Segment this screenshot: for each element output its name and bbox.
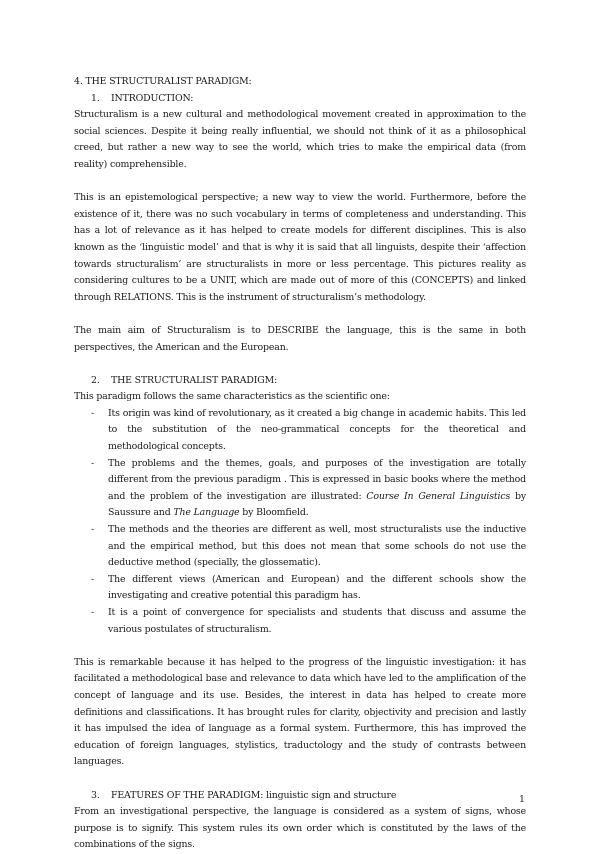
paradigm-lead: This paradigm follows the same characteristics as the scientific one: xyxy=(74,391,390,403)
book-title: Course In General Linguistics xyxy=(366,490,511,502)
paradigm-conclusion: This is remarkable because it has helped to the progress of the linguistic investigation: it has facilitated a methodological base and relevance to data which have led to the amplification of the concept of language and its use. Besides, the interest in data has helped to create more definitions and classifications. It has brought rules for clarity, objectivity and precision and lastly it has impulsed the idea of language as a formal system. Furthermore, this has improved the education of foreign languages, stylistics, traductology and the study of contrasts between languages. xyxy=(74,656,526,768)
intro-paragraph-1: Structuralism is a new cultural and methodological movement created in approximation to the social sciences. Despite it being really influential, we should not think of it as a philosophical creed, but rather a new way to see the world, which tries to make the empirical data (from reality) comprehensible. xyxy=(74,109,526,170)
spacer xyxy=(74,771,526,788)
bullet-text: The problems and the themes, goals, and purposes of the investigation are totally different from the previous paradigm . This is expressed in basic books where the method and the problem of the investigation are illustrated: xyxy=(108,457,526,502)
features-number: 3. xyxy=(91,789,100,801)
features-paragraph-1: From an investigational perspective, the language is considered as a system of signs, whose purpose is to signify. This system rules its own order which is constituted by the laws of the combinations of the signs. xyxy=(74,806,526,851)
list-item: - Its origin was kind of revolutionary, as it created a big change in academic habits. This led to the substitution of the neo-grammatical concepts for the theoretical and methodological concepts. xyxy=(74,406,526,456)
characteristics-list xyxy=(74,406,526,638)
section-heading: 4. THE STRUCTURALIST PARADIGM: xyxy=(74,76,252,87)
features-title: FEATURES OF THE PARADIGM: linguistic sign and structure xyxy=(111,789,397,801)
features-heading xyxy=(74,788,526,805)
paradigm-heading xyxy=(74,373,526,390)
page-content xyxy=(74,74,526,854)
spacer xyxy=(74,174,526,191)
list-item: - The different views (American and European) and the different schools show the investigating and creative potential this paradigm has. xyxy=(74,572,526,605)
paradigm-number: 2. xyxy=(91,374,100,386)
intro-paragraph-3: The main aim of Structuralism is to DESCRIBE the language, this is the same in both perspectives, the American and the European. xyxy=(74,324,526,353)
intro-paragraph-2: This is an epistemological perspective; a new way to view the world. Furthermore, before the existence of it, there was no such vocabulary in terms of completeness and understanding. This has a lot of relevance as it has helped to create models for different disciplines. This is also known as the ‘linguistic model’ and that is why it is said that all linguists, despite their ‘affection towards structuralism’ are structuralists in more or less percentage. This pictures reality as considering cultures to be a UNIT, which are made out of more of this (CONCEPTS) and linked through RELATIONS. This is the instrument of structuralism’s methodology. xyxy=(74,192,526,303)
intro-title: INTRODUCTION: xyxy=(111,92,194,104)
paradigm-title: THE STRUCTURALIST PARADIGM: xyxy=(111,374,278,386)
spacer xyxy=(74,356,526,373)
intro-heading xyxy=(74,91,526,108)
list-item xyxy=(74,456,526,522)
bullet-text: by Saussure and xyxy=(108,490,526,519)
list-item: - It is a point of convergence for specialists and students that discuss and assume the various postulates of structuralism. xyxy=(74,605,526,638)
book-title: The Language xyxy=(173,507,240,519)
bullet-text: by Bloomfield. xyxy=(239,507,309,519)
intro-number: 1. xyxy=(91,92,100,104)
spacer xyxy=(74,306,526,323)
page-number: 1 xyxy=(519,794,525,805)
spacer xyxy=(74,638,526,655)
list-item: - The methods and the theories are different as well, most structuralists use the inductive and the empirical method, but this does not mean that some schools do not use the deductive method (specially, the glossematic). xyxy=(74,522,526,572)
